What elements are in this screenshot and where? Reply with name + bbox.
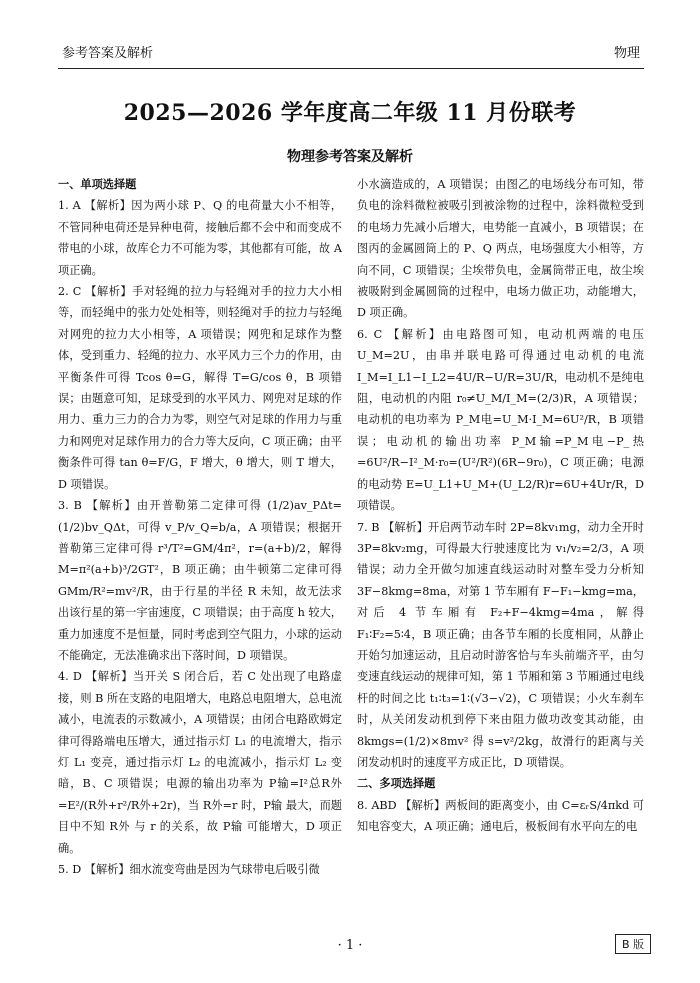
section-heading-single: 一、单项选择题	[58, 177, 137, 191]
version-badge: B 版	[615, 934, 651, 954]
answer-5-continued: 小水滴造成的，A 项错误；由图乙的电场线分布可知，带负电的涂料微粒被吸引到被涂物的过程中，涂料微粒受到的电场力先减小后增大，电势能一直减小，B 项错误；在图丙的金属圆筒上的 P、Q 两点，电场强度大小相等，方向不同，C 项错误；尘埃带负电，金属筒带正电，故尘埃被吸附到金属圆筒的过程中，电场力做正功，动能增大，D 项正确。	[357, 178, 644, 320]
page-number: · 1 ·	[337, 938, 363, 953]
answer-5-start: 5. D 【解析】细水流变弯曲是因为气球带电后吸引微	[58, 863, 320, 876]
left-column	[58, 174, 342, 880]
answer-1: 1. A 【解析】因为两小球 P、Q 的电荷量大小不相等，不管同种电荷还是异种电荷，接触后都不会中和而变成不带电的小球，故库仑力不可能为零，其他都有可能，故 A 项正确。	[58, 199, 342, 277]
right-column	[357, 174, 644, 838]
header-left: 参考答案及解析	[62, 46, 154, 61]
page-subtitle: 物理参考答案及解析	[287, 149, 413, 165]
answer-7: 7. B 【解析】开启两节动车时 2P=8kv₁mg，动力全开时 3P=8kv₂mg，可得最大行驶速度比为 v₁/v₂=2/3，A 项错误；动力全开做匀加速直线运动时对整车受力分析知 3F−8kmg=8ma，对第 1 节车厢有 F−F₁−kmg=ma，对后 4 节车厢有 F₂+F−4kmg=4ma，解得 F₁∶F₂=5∶4，B 项正确；由各节车厢的长度相同，从静止开始匀加速运动，且启动时游客恰与车头前端齐平，由匀变速直线运动的规律可知，第 1 节厢和第 3 节厢通过电线杆的时间之比 t₁∶t₃=1∶(√3−√2)，C 项错误；小火车刹车时，从关闭发动机到停下来由阻力做功改变其动能，由 8kmgs=(1/2)×8mv² 得 s=v²/2kg，故滑行的距离与关闭发动机时的速度平方成正比，D 项错误。	[357, 520, 644, 769]
header-right: 物理	[613, 46, 640, 61]
answer-6: 6. C 【解析】由电路图可知，电动机两端的电压 U_M=2U，由串并联电路可得通过电动机的电流 I_M=I_L1−I_L2=4U/R−U/R=3U/R，电动机不是纯电阻，电动机的内阻 r₀≠U_M/I_M=(2/3)R，A 项错误；电动机的电功率为 P_M电=U_M·I_M=6U²/R，B 项错误；电动机的输出功率 P_M输=P_M电−P_热=6U²/R−I²_M·r₀=(U²/R²)(6R−9r₀)，C 项正确；电源的电动势 E=U_L1+U_M+(U_L2/R)r=6U+4Ur/R，D 项错误。	[357, 327, 644, 513]
page-title: 2025—2026 学年度高二年级 11 月份联考	[123, 100, 577, 126]
header-rule	[58, 68, 644, 69]
section-heading-multiple: 二、多项选择题	[357, 776, 436, 791]
answer-8: 8. ABD 【解析】两板间的距离变小，由 C=εᵣS/4πkd 可知电容变大，A 项正确；通电后，极板间有水平向左的电	[357, 798, 644, 834]
answer-4: 4. D 【解析】当开关 S 闭合后，若 C 处出现了电路虚接，则 B 所在支路的电阻增大，电路总电阻增大，总电流减小，电流表的示数减小，A 项错误；由闭合电路欧姆定律可得路端电压增大，通过指示灯 L₁ 的电流增大，指示灯 L₁ 变亮，通过指示灯 L₂ 的电流减小，指示灯 L₂ 变暗，B、C 项错误；电源的输出功率为 P输=I²总R外=E²/(R外+r²/R外+2r)，当 R外=r 时，P输 最大，而题目中不知 R外 与 r 的关系，故 P输 可能增大，D 项正确。	[58, 670, 342, 855]
answer-3: 3. B 【解析】由开普勒第二定律可得 (1/2)av_PΔt=(1/2)bv_QΔt，可得 v_P/v_Q=b/a，A 项错误；根据开普勒第三定律可得 r³/T²=GM/4π²，r=(a+b)/2，解得 M=π²(a+b)³/2GT²，B 项正确；由牛顿第二定律可得 GMm/R²=mv²/R，由于行星的半径 R 未知，故无法求出该行星的第一宇宙速度，C 项错误；由于高度 h 较大，重力加速度不是恒量，同时考虑到空气阻力，小球的运动不能确定，无法准确求出下落时间，D 项错误。	[58, 499, 342, 662]
answer-2: 2. C 【解析】手对轻绳的拉力与轻绳对手的拉力大小相等，而轻绳中的张力处处相等，则轻绳对手的拉力与轻绳对网兜的拉力大小相等，A 项错误；网兜和足球作为整体，受到重力、轻绳的拉力、水平风力三个力的作用，由平衡条件可得 Tcos θ=G，解得 T=G/cos θ，B 项错误；由题意可知，足球受到的水平风力、网兜对足球的作用力、重力三力的合力为零，则空气对足球的作用力与重力和网兜对足球作用力的合力等大反向，C 项正确；由平衡条件可得 tan θ=F/G，F 增大，θ 增大，则 T 增大，D 项错误。	[58, 285, 342, 491]
